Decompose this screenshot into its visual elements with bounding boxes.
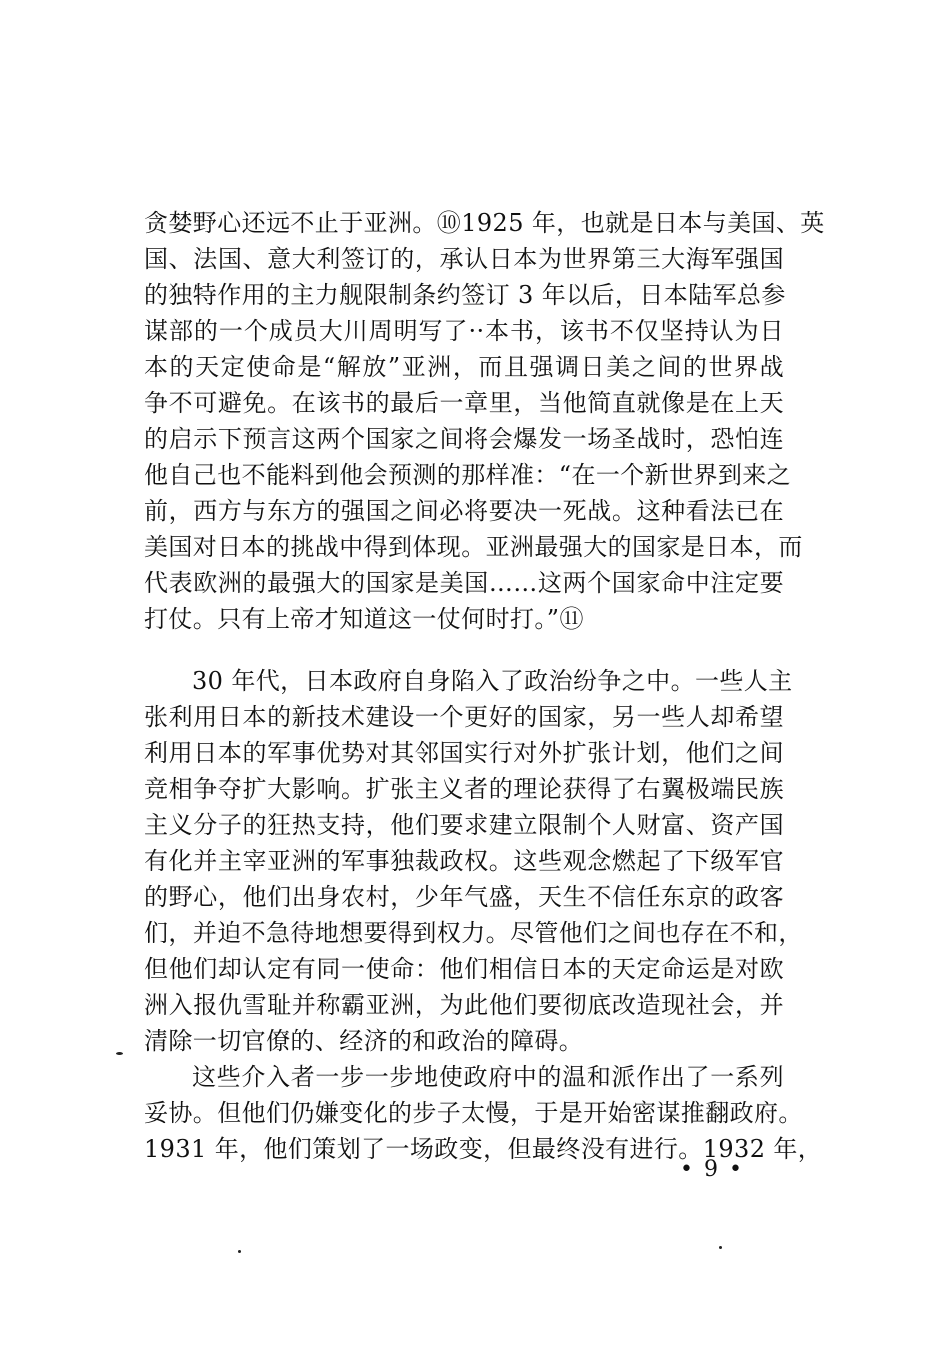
page-number: • 9 • (680, 1157, 744, 1182)
text-line: 的野心，他们出身农村，少年气盛，天生不信任东京的政客 (144, 883, 784, 911)
text-line: 利用日本的军事优势对其邻国实行对外扩张计划，他们之间 (144, 739, 784, 767)
text-line: 张利用日本的新技术建设一个更好的国家，另一些人却希望 (144, 703, 784, 731)
text-line: 本的天定使命是“解放”亚洲，而且强调日美之间的世界战 (144, 353, 784, 381)
text-line: 有化并主宰亚洲的军事独裁政权。这些观念燃起了下级军官 (144, 847, 784, 875)
text-line: 1931 年，他们策划了一场政变，但最终没有进行。1932 年， (144, 1135, 823, 1163)
text-line: 妥协。但他们仍嫌变化的步子太慢，于是开始密谋推翻政府。 (144, 1099, 803, 1127)
text-line: 代表欧洲的最强大的国家是美国……这两个国家命中注定要 (144, 569, 784, 597)
text-line: 他自己也不能料到他会预测的那样准：“在一个新世界到来之 (144, 461, 792, 489)
text-line: 主义分子的狂热支持，他们要求建立限制个人财富、资产国 (144, 811, 784, 839)
text-line: 但他们却认定有同一使命：他们相信日本的天定命运是对欧 (144, 955, 784, 983)
scan-speck (116, 1052, 123, 1055)
text-line: 谋部的一个成员大川周明写了··本书，该书不仅坚持认为日 (144, 317, 784, 345)
text-line: 美国对日本的挑战中得到体现。亚洲最强大的国家是日本，而 (144, 533, 803, 561)
text-line: 前，西方与东方的强国之间必将要决一死战。这种看法已在 (144, 497, 784, 525)
text-line: 们，并迫不急待地想要得到权力。尽管他们之间也存在不和， (144, 919, 803, 947)
text-line: 打仗。只有上帝才知道这一仗何时打。”⑪ (144, 605, 584, 633)
text-line: 这些介入者一步一步地使政府中的温和派作出了一系列 (192, 1063, 784, 1091)
text-line: 洲入报仇雪耻并称霸亚洲，为此他们要彻底改造现社会，并 (144, 991, 784, 1019)
text-line: 争不可避免。在该书的最后一章里，当他简直就像是在上天 (144, 389, 784, 417)
text-line: 贪婪野心还远不止于亚洲。⑩1925 年，也就是日本与美国、英 (144, 209, 825, 237)
text-line: 清除一切官僚的、经济的和政治的障碍。 (144, 1027, 584, 1055)
scan-speck (719, 1246, 722, 1249)
text-line: 的启示下预言这两个国家之间将会爆发一场圣战时，恐怕连 (144, 425, 784, 453)
text-line: 的独特作用的主力舰限制条约签订 3 年以后，日本陆军总参 (144, 281, 786, 309)
text-line: 30 年代，日本政府自身陷入了政治纷争之中。一些人主 (192, 667, 793, 695)
scan-speck (238, 1250, 241, 1253)
text-line: 国、法国、意大利签订的，承认日本为世界第三大海军强国 (144, 245, 784, 273)
text-line: 竞相争夺扩大影响。扩张主义者的理论获得了右翼极端民族 (144, 775, 784, 803)
